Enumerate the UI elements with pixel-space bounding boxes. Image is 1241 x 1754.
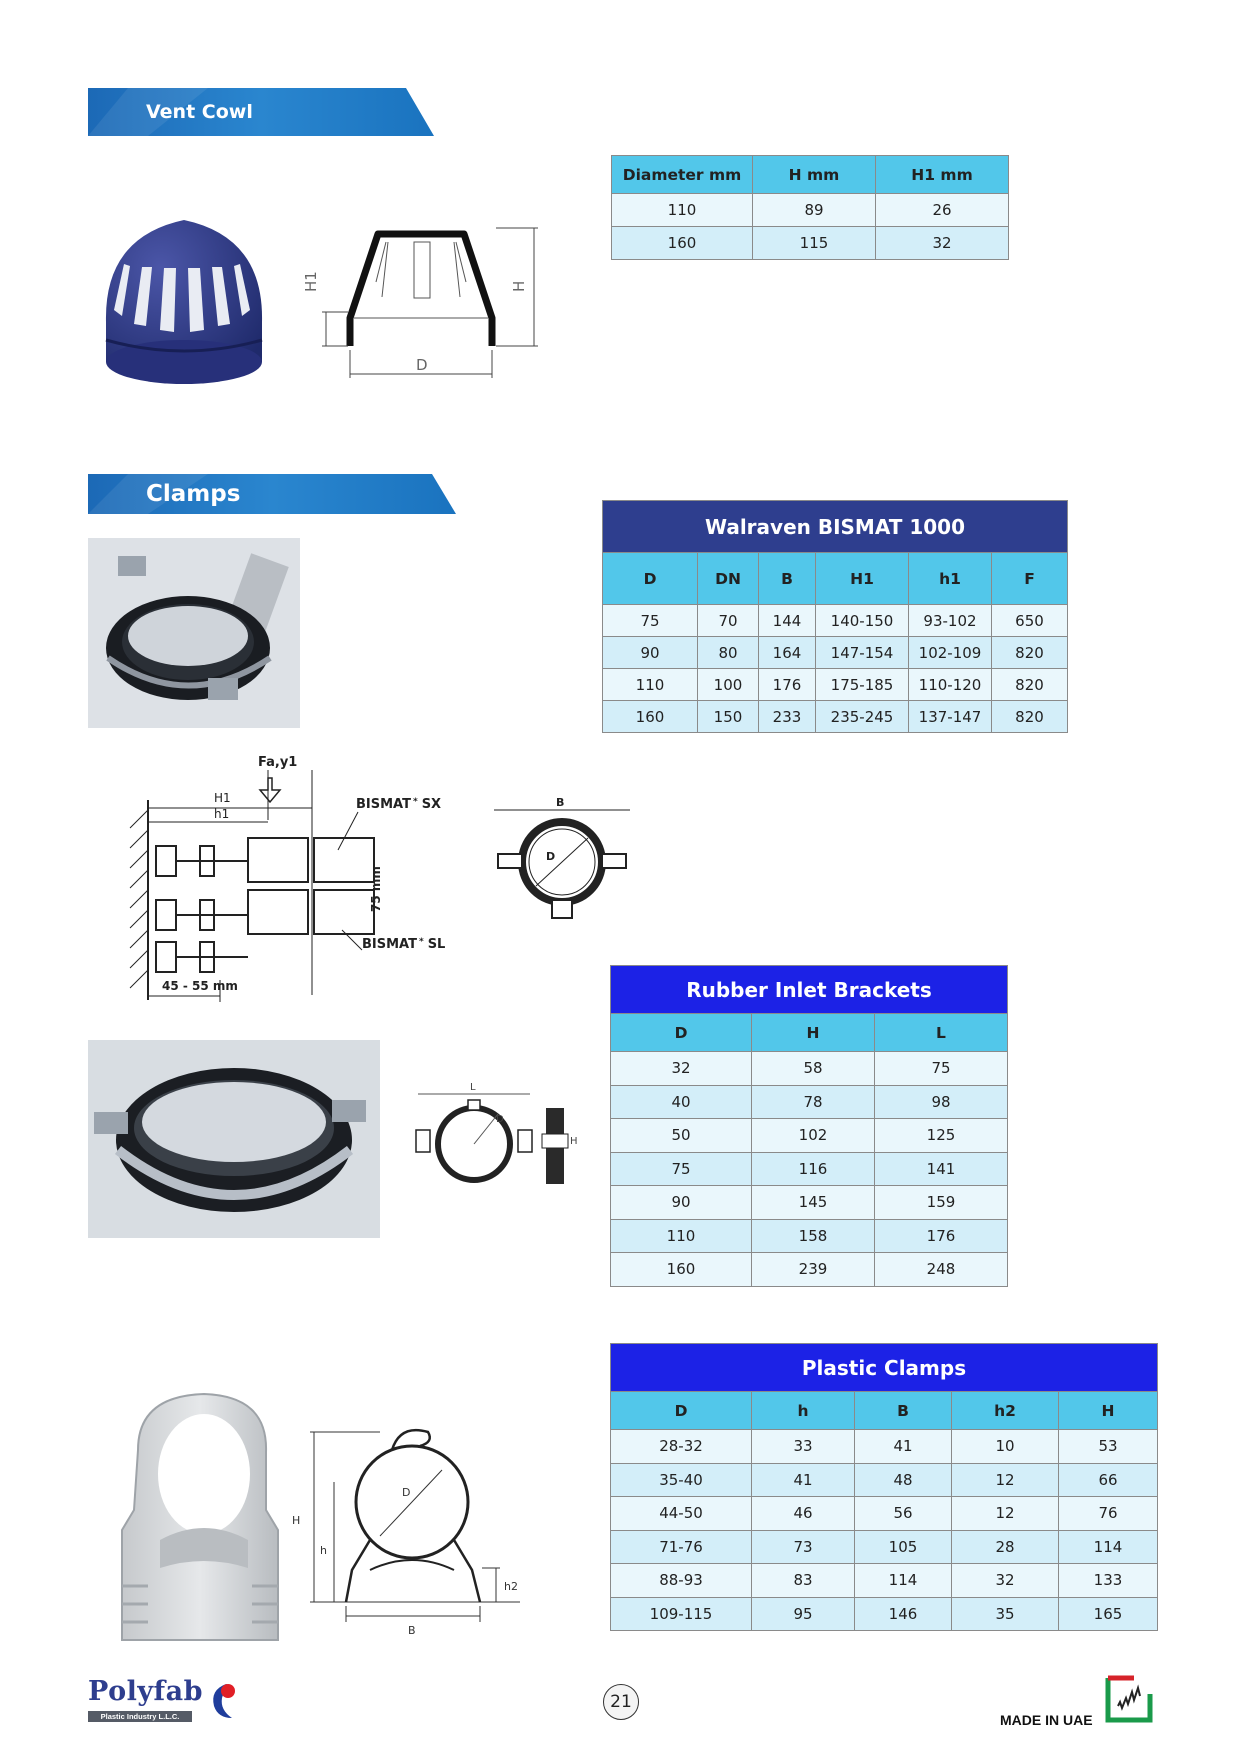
- table-cell: 35-40: [611, 1463, 752, 1497]
- table-cell: 165: [1059, 1597, 1158, 1631]
- diagram-label: *: [412, 797, 418, 807]
- table-cell: 147-154: [816, 637, 909, 669]
- vent-cowl-table: [611, 155, 1009, 260]
- table-cell: 102-109: [909, 637, 992, 669]
- bismat-diagram: [118, 750, 448, 1010]
- table-cell: 248: [875, 1253, 1008, 1287]
- table-cell: 114: [1059, 1530, 1158, 1564]
- rubber-diagram-l-label: L: [470, 1082, 476, 1093]
- clamps-heading: Clamps: [146, 481, 241, 507]
- table-cell: 160: [612, 227, 753, 260]
- table-row: [611, 1530, 1158, 1564]
- table-cell: 41: [855, 1430, 952, 1464]
- table-header-cell: H: [1059, 1392, 1158, 1430]
- table-cell: 160: [611, 1253, 752, 1287]
- plastic-table-title: Plastic Clamps: [611, 1344, 1158, 1392]
- table-cell: 820: [992, 637, 1068, 669]
- plastic-diagram-h2-label: h2: [504, 1580, 518, 1593]
- bismat-sx-label: BISMAT: [356, 797, 411, 812]
- table-cell: 10: [952, 1430, 1059, 1464]
- bismat-ring-diagram: [490, 790, 640, 930]
- table-cell: 141: [875, 1152, 1008, 1186]
- table-cell: 32: [876, 227, 1009, 260]
- table-cell: 75: [603, 605, 698, 637]
- diagram-label: [356, 797, 441, 812]
- table-cell: 32: [611, 1052, 752, 1086]
- table-header-row: [603, 501, 1068, 553]
- table-row: [611, 1497, 1158, 1531]
- table-cell: 53: [1059, 1430, 1158, 1464]
- table-header-cell: h: [752, 1392, 855, 1430]
- table-header-cell: h2: [952, 1392, 1059, 1430]
- table-cell: 140-150: [816, 605, 909, 637]
- table-cell: 75: [875, 1052, 1008, 1086]
- table-cell: 145: [752, 1186, 875, 1220]
- table-cell: 114: [855, 1564, 952, 1598]
- table-cell: 50: [611, 1119, 752, 1153]
- table-cell: 650: [992, 605, 1068, 637]
- bismat-clamp-photo: [88, 538, 300, 728]
- table-row: [612, 227, 1009, 260]
- table-row: [611, 1463, 1158, 1497]
- rubber-bracket-photo: [88, 1040, 380, 1238]
- plastic-clamp-photo: [108, 1390, 294, 1648]
- table-header-cell: B: [759, 553, 816, 605]
- table-row: [611, 1597, 1158, 1631]
- rubber-bracket-diagram: [410, 1078, 590, 1196]
- table-cell: 144: [759, 605, 816, 637]
- table-cell: 12: [952, 1497, 1059, 1531]
- table-cell: 41: [752, 1463, 855, 1497]
- vent-cowl-col-diameter: Diameter mm: [612, 156, 753, 194]
- clamps-banner: [88, 474, 456, 514]
- table-cell: 110: [612, 194, 753, 227]
- table-header-row: [611, 1344, 1158, 1392]
- table-cell: 58: [752, 1052, 875, 1086]
- bismat-ring-b-label: B: [556, 796, 565, 809]
- made-in-uae: [1000, 1672, 1160, 1730]
- table-cell: 48: [855, 1463, 952, 1497]
- polyfab-logo: [88, 1676, 238, 1726]
- table-cell: 46: [752, 1497, 855, 1531]
- table-cell: 160: [603, 701, 698, 733]
- table-cell: 176: [759, 669, 816, 701]
- bismat-sl-suffix: SL: [427, 937, 446, 952]
- plastic-diagram-small-h-label: h: [320, 1544, 327, 1557]
- table-cell: 93-102: [909, 605, 992, 637]
- table-row: [603, 637, 1068, 669]
- table-cell: 26: [876, 194, 1009, 227]
- table-cell: 32: [952, 1564, 1059, 1598]
- table-cell: 98: [875, 1085, 1008, 1119]
- bismat-ring-d-label: D: [546, 850, 556, 863]
- table-cell: 150: [698, 701, 759, 733]
- table-cell: 71-76: [611, 1530, 752, 1564]
- table-header-row: [611, 1392, 1158, 1430]
- table-header-row: [603, 553, 1068, 605]
- table-cell: 56: [855, 1497, 952, 1531]
- table-cell: 137-147: [909, 701, 992, 733]
- page-number: 21: [610, 1692, 632, 1712]
- table-cell: 110: [611, 1219, 752, 1253]
- table-cell: 89: [753, 194, 876, 227]
- vent-cowl-d-label: D: [416, 356, 428, 374]
- plastic-diagram-d-label: D: [402, 1486, 411, 1499]
- vent-cowl-heading: Vent Cowl: [146, 101, 253, 123]
- vent-cowl-h-label: H: [510, 280, 528, 292]
- table-cell: 235-245: [816, 701, 909, 733]
- brand-mark-icon: [208, 1680, 236, 1722]
- table-cell: 95: [752, 1597, 855, 1631]
- table-cell: 175-185: [816, 669, 909, 701]
- table-cell: 239: [752, 1253, 875, 1287]
- table-cell: 73: [752, 1530, 855, 1564]
- table-row: [612, 194, 1009, 227]
- table-cell: 75: [611, 1152, 752, 1186]
- table-header-cell: D: [611, 1014, 752, 1052]
- vent-cowl-banner: [88, 88, 434, 136]
- table-row: [611, 1085, 1008, 1119]
- bismat-table: [602, 500, 1068, 733]
- table-cell: 78: [752, 1085, 875, 1119]
- diagram-label: [362, 937, 445, 952]
- bismat-small-h1-label: h1: [214, 807, 230, 821]
- uae-flag-icon: [1104, 1674, 1154, 1724]
- table-header-row: [611, 966, 1008, 1014]
- plastic-clamps-table: [610, 1343, 1158, 1631]
- table-cell: 40: [611, 1085, 752, 1119]
- table-cell: 76: [1059, 1497, 1158, 1531]
- table-cell: 28: [952, 1530, 1059, 1564]
- table-cell: 44-50: [611, 1497, 752, 1531]
- vent-cowl-col-h: H mm: [753, 156, 876, 194]
- table-row: [611, 1564, 1158, 1598]
- bismat-force-label: Fa,y1: [258, 755, 298, 770]
- vent-cowl-photo: [86, 212, 282, 392]
- vent-cowl-col-h1: H1 mm: [876, 156, 1009, 194]
- table-header-cell: H1: [816, 553, 909, 605]
- table-header-cell: B: [855, 1392, 952, 1430]
- table-cell: 28-32: [611, 1430, 752, 1464]
- table-row: [611, 1430, 1158, 1464]
- table-cell: 105: [855, 1530, 952, 1564]
- table-row: [611, 1052, 1008, 1086]
- table-cell: 88-93: [611, 1564, 752, 1598]
- plastic-diagram-b-label: B: [408, 1624, 416, 1637]
- table-cell: 80: [698, 637, 759, 669]
- table-row: [611, 1186, 1008, 1220]
- bismat-h1-label: H1: [214, 791, 231, 805]
- table-cell: 159: [875, 1186, 1008, 1220]
- table-cell: 90: [611, 1186, 752, 1220]
- bismat-sl-label: BISMAT: [362, 937, 417, 952]
- table-row: [603, 701, 1068, 733]
- plastic-clamp-diagram: [290, 1420, 540, 1642]
- table-header-row: [612, 156, 1009, 194]
- bismat-sx-suffix: SX: [421, 797, 442, 812]
- table-header-cell: F: [992, 553, 1068, 605]
- table-row: [611, 1119, 1008, 1153]
- page-number-badge: [603, 1684, 639, 1720]
- table-cell: 110-120: [909, 669, 992, 701]
- table-cell: 176: [875, 1219, 1008, 1253]
- table-header-row: [611, 1014, 1008, 1052]
- table-cell: 125: [875, 1119, 1008, 1153]
- made-in-uae-text: MADE IN UAE: [1000, 1712, 1093, 1728]
- table-header-cell: D: [603, 553, 698, 605]
- table-cell: 158: [752, 1219, 875, 1253]
- diagram-label: *: [418, 937, 424, 947]
- rubber-diagram-h-label: H: [570, 1136, 578, 1147]
- bismat-height-label: 75 mm: [369, 866, 383, 912]
- brand-sub: Plastic Industry L.L.C.: [88, 1711, 192, 1722]
- bismat-offset-label: 45 - 55 mm: [162, 979, 238, 993]
- table-cell: 133: [1059, 1564, 1158, 1598]
- table-cell: 90: [603, 637, 698, 669]
- table-cell: 146: [855, 1597, 952, 1631]
- table-header-cell: h1: [909, 553, 992, 605]
- table-header-cell: H: [752, 1014, 875, 1052]
- table-cell: 70: [698, 605, 759, 637]
- rubber-inlet-table: [610, 965, 1008, 1287]
- table-header-cell: L: [875, 1014, 1008, 1052]
- table-cell: 820: [992, 669, 1068, 701]
- rubber-table-title: Rubber Inlet Brackets: [611, 966, 1008, 1014]
- table-cell: 100: [698, 669, 759, 701]
- plastic-diagram-big-h-label: H: [292, 1514, 301, 1527]
- table-row: [611, 1152, 1008, 1186]
- bismat-table-title: Walraven BISMAT 1000: [603, 501, 1068, 553]
- table-cell: 164: [759, 637, 816, 669]
- table-cell: 35: [952, 1597, 1059, 1631]
- table-cell: 115: [753, 227, 876, 260]
- vent-cowl-diagram: [296, 222, 546, 382]
- table-cell: 820: [992, 701, 1068, 733]
- table-row: [603, 605, 1068, 637]
- table-row: [603, 669, 1068, 701]
- table-cell: 233: [759, 701, 816, 733]
- table-cell: 109-115: [611, 1597, 752, 1631]
- rubber-diagram-d-label: D: [496, 1114, 504, 1125]
- table-cell: 83: [752, 1564, 855, 1598]
- brand-name: Polyfab: [88, 1676, 204, 1707]
- table-cell: 12: [952, 1463, 1059, 1497]
- table-cell: 116: [752, 1152, 875, 1186]
- table-row: [611, 1253, 1008, 1287]
- table-header-cell: DN: [698, 553, 759, 605]
- table-cell: 33: [752, 1430, 855, 1464]
- table-cell: 66: [1059, 1463, 1158, 1497]
- table-header-cell: D: [611, 1392, 752, 1430]
- table-cell: 102: [752, 1119, 875, 1153]
- table-cell: 110: [603, 669, 698, 701]
- vent-cowl-h1-label: H1: [302, 271, 320, 292]
- table-row: [611, 1219, 1008, 1253]
